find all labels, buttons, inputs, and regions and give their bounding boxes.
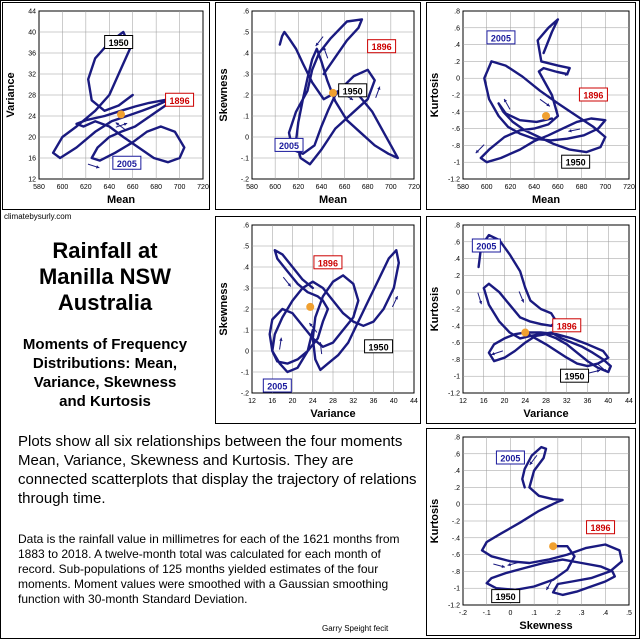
page-title (0, 238, 210, 316)
y-axis-label: Variance (5, 72, 17, 118)
y-tick-label: -1.2 (447, 176, 460, 184)
y-tick-label: 12 (28, 176, 36, 184)
y-tick-label: .5 (243, 29, 249, 37)
x-axis-label: Mean (318, 194, 348, 206)
year-label-2005 (263, 379, 291, 392)
year-label-text: 1950 (565, 157, 586, 168)
y-tick-label: -.4 (451, 323, 460, 331)
y-tick-label: -.4 (451, 535, 460, 543)
subtitle-line-2: Distributions: Mean, (32, 355, 178, 372)
x-tick-label: 660 (552, 184, 564, 191)
year-label-1896 (314, 256, 342, 269)
y-tick-label: .3 (243, 71, 249, 79)
y-tick-label: 0 (245, 348, 249, 356)
y-axis-label: Skewness (218, 68, 230, 122)
year-label-1896 (579, 88, 607, 101)
y-tick-label: .4 (454, 256, 460, 264)
chart-svg-variance-skewness (216, 217, 420, 423)
x-tick-label: 12 (459, 398, 467, 405)
x-tick-label: .2 (554, 610, 561, 617)
y-tick-label: -1 (453, 373, 460, 381)
year-label-text: 1950 (495, 592, 516, 603)
x-tick-label: 12 (248, 398, 256, 405)
y-tick-label: .6 (454, 25, 460, 33)
x-tick-label: 36 (583, 398, 592, 405)
year-label-text: 1896 (371, 42, 392, 53)
x-tick-label: .4 (602, 610, 609, 617)
x-axis-label: Skewness (519, 620, 573, 632)
page-subtitle (0, 335, 210, 411)
year-label-1896 (166, 93, 194, 106)
x-tick-label: 24 (308, 398, 317, 405)
x-tick-label: .1 (531, 610, 538, 617)
overall-mean-marker (306, 303, 314, 311)
y-tick-label: -1.2 (447, 390, 460, 398)
x-tick-label: 640 (528, 184, 540, 191)
year-label-1950 (339, 84, 367, 97)
year-label-text: 2005 (490, 33, 511, 44)
y-tick-label: 0 (456, 289, 460, 297)
x-axis-label: Variance (310, 408, 356, 420)
year-label-text: 2005 (279, 140, 300, 151)
year-label-text: 1896 (317, 258, 338, 269)
y-tick-label: .8 (454, 8, 460, 16)
x-tick-label: 700 (385, 184, 397, 191)
x-tick-label: 660 (338, 184, 351, 191)
x-tick-label: 44 (410, 398, 418, 405)
site-credit: climatebysurly.com (4, 212, 72, 221)
overall-mean-marker (549, 542, 557, 550)
year-label-1950 (562, 155, 590, 168)
y-tick-label: -.8 (451, 356, 460, 364)
x-tick-label: 32 (349, 398, 358, 405)
y-tick-label: -.2 (240, 176, 249, 184)
y-axis-label: Kurtosis (429, 498, 441, 544)
panel-variance-kurtosis (426, 216, 636, 424)
y-tick-label: -.4 (451, 109, 460, 117)
y-tick-label: .8 (454, 434, 460, 442)
x-tick-label: -.2 (458, 610, 468, 617)
year-label-text: 2005 (500, 453, 521, 464)
x-tick-label: 700 (599, 184, 612, 191)
x-tick-label: 44 (625, 398, 633, 405)
y-tick-label: -1 (453, 585, 460, 593)
x-tick-label: 680 (361, 184, 374, 191)
y-tick-label: 40 (28, 29, 36, 37)
panel-mean-kurtosis (426, 2, 636, 210)
x-axis-label: Mean (106, 194, 136, 206)
year-label-2005 (496, 451, 524, 464)
y-tick-label: .6 (454, 239, 460, 247)
x-tick-label: 24 (521, 398, 530, 405)
panel-mean-variance (2, 2, 210, 210)
year-label-1950 (105, 36, 133, 49)
x-tick-label: 580 (246, 184, 258, 191)
y-tick-label: .2 (243, 92, 249, 100)
author-credit: Garry Speight fecit (322, 624, 389, 633)
x-tick-label: 16 (268, 398, 277, 405)
x-tick-label: 0 (508, 610, 513, 617)
x-tick-label: 720 (197, 184, 209, 191)
x-tick-label: 720 (623, 184, 635, 191)
x-tick-label: 600 (269, 184, 281, 191)
x-tick-label: 600 (56, 184, 69, 191)
panel-variance-skewness (215, 216, 421, 424)
title-line-3: Australia (57, 290, 153, 315)
year-label-2005 (472, 239, 500, 252)
y-tick-label: .4 (243, 50, 249, 58)
y-tick-label: -.8 (451, 568, 460, 576)
y-tick-label: -.2 (451, 518, 460, 526)
subtitle-line-4: and Kurtosis (59, 393, 151, 410)
y-axis-label: Kurtosis (429, 72, 441, 118)
y-tick-label: .1 (243, 327, 249, 335)
overall-mean-marker (521, 329, 529, 337)
x-tick-label: 36 (369, 398, 378, 405)
x-tick-label: 620 (504, 184, 517, 191)
y-tick-label: .4 (243, 264, 249, 272)
y-tick-label: 0 (456, 501, 460, 509)
year-label-1950 (365, 340, 393, 353)
year-label-2005 (275, 138, 303, 151)
y-tick-label: .2 (454, 484, 460, 492)
y-tick-label: 32 (28, 71, 36, 79)
x-tick-label: 40 (604, 398, 613, 405)
year-label-2005 (487, 31, 515, 44)
year-label-text: 2005 (476, 241, 497, 252)
year-label-1950 (492, 590, 520, 603)
title-line-1: Rainfall at (52, 238, 158, 263)
subtitle-line-3: Variance, Skewness (33, 374, 177, 391)
year-label-1950 (561, 369, 589, 382)
chart-svg-mean-skewness (216, 3, 420, 209)
y-tick-label: .8 (454, 222, 460, 230)
x-tick-label: 580 (457, 184, 469, 191)
year-label-text: 1950 (108, 38, 129, 48)
year-label-1896 (368, 40, 396, 53)
year-label-text: 2005 (116, 158, 137, 169)
chart-svg-mean-variance (3, 3, 209, 209)
x-tick-label: 720 (408, 184, 420, 191)
y-tick-label: -1 (453, 159, 460, 167)
overall-mean-marker (542, 112, 550, 120)
x-tick-label: 16 (479, 398, 488, 405)
year-label-text: 2005 (267, 381, 288, 392)
x-tick-label: 680 (575, 184, 588, 191)
y-tick-label: .2 (454, 58, 460, 66)
overall-mean-marker (329, 89, 337, 97)
subtitle-line-1: Moments of Frequency (22, 336, 188, 353)
year-label-text: 1896 (169, 95, 190, 106)
method-note: Data is the rainfall value in millimetres for each of the 1621 months from 1883 to 2018. A twelve-month total was calculated for each month of record. Sub-populations of 125 months yielded estimates of the four moments. Moment values were smoothed with a Gaussian smoothing function with 30-month Standard Deviation. (18, 532, 400, 606)
x-tick-label: 28 (542, 398, 550, 405)
y-tick-label: .5 (243, 243, 249, 251)
y-tick-label: 24 (28, 113, 36, 121)
chart-svg-skewness-kurtosis (427, 429, 635, 635)
y-tick-label: 44 (28, 8, 36, 16)
x-axis-label: Variance (523, 408, 569, 420)
y-tick-label: 36 (28, 50, 36, 58)
year-label-text: 1950 (342, 86, 363, 97)
y-axis-label: Kurtosis (429, 286, 441, 332)
year-label-1896 (587, 521, 615, 534)
x-tick-label: 620 (80, 184, 92, 191)
y-tick-label: -.1 (240, 155, 249, 163)
x-tick-label: .3 (578, 610, 585, 617)
x-tick-label: 660 (126, 184, 139, 191)
y-tick-label: .3 (243, 285, 249, 293)
y-tick-label: .1 (243, 113, 249, 121)
y-tick-label: .2 (454, 272, 460, 280)
y-tick-label: -.2 (240, 390, 249, 398)
y-tick-label: 16 (28, 155, 36, 163)
x-tick-label: 640 (103, 184, 116, 191)
year-label-text: 1950 (368, 342, 389, 353)
chart-svg-mean-kurtosis (427, 3, 635, 209)
x-tick-label: 32 (562, 398, 571, 405)
y-tick-label: 28 (28, 92, 36, 100)
x-tick-label: 680 (150, 184, 162, 191)
y-tick-label: -.6 (451, 340, 460, 348)
x-tick-label: 600 (480, 184, 493, 191)
title-line-2: Manilla NSW (38, 264, 171, 289)
x-tick-label: 28 (329, 398, 337, 405)
overall-mean-marker (117, 110, 125, 118)
x-tick-label: 20 (288, 398, 297, 405)
x-tick-label: 20 (500, 398, 509, 405)
y-tick-label: 0 (456, 75, 460, 83)
y-tick-label: .4 (454, 468, 460, 476)
x-tick-label: -.1 (482, 610, 491, 617)
year-label-1896 (553, 319, 581, 332)
x-tick-label: 700 (173, 184, 186, 191)
y-tick-label: -.6 (451, 552, 460, 560)
y-tick-label: .6 (454, 451, 460, 459)
y-tick-label: .6 (243, 8, 249, 16)
year-label-text: 1896 (556, 321, 577, 332)
x-tick-label: .5 (626, 610, 632, 617)
x-tick-label: 40 (389, 398, 398, 405)
y-tick-label: -.2 (451, 306, 460, 314)
x-tick-label: 580 (33, 184, 45, 191)
y-tick-label: -.1 (240, 369, 249, 377)
y-tick-label: -.6 (451, 126, 460, 134)
y-tick-label: 20 (28, 134, 36, 142)
chart-svg-variance-kurtosis (427, 217, 635, 423)
panel-mean-skewness (215, 2, 421, 210)
y-tick-label: .2 (243, 306, 249, 314)
description: Plots show all six relationships between the four moments Mean, Variance, Skewness and Kurtosis. They are connected scatterplots that display the trajectory of relations through time. (18, 433, 417, 507)
x-axis-label: Mean (531, 194, 561, 206)
panel-skewness-kurtosis (426, 428, 636, 636)
year-label-2005 (113, 156, 141, 169)
year-label-text: 1896 (590, 523, 611, 534)
y-tick-label: .4 (454, 42, 460, 50)
x-tick-label: 640 (315, 184, 328, 191)
y-tick-label: -.2 (451, 92, 460, 100)
y-tick-label: -.8 (451, 142, 460, 150)
y-axis-label: Skewness (218, 282, 230, 336)
y-tick-label: -1.2 (447, 602, 460, 610)
year-label-text: 1950 (564, 371, 585, 382)
y-tick-label: .6 (243, 222, 249, 230)
y-tick-label: 0 (245, 134, 249, 142)
x-tick-label: 620 (292, 184, 305, 191)
year-label-text: 1896 (583, 90, 604, 101)
